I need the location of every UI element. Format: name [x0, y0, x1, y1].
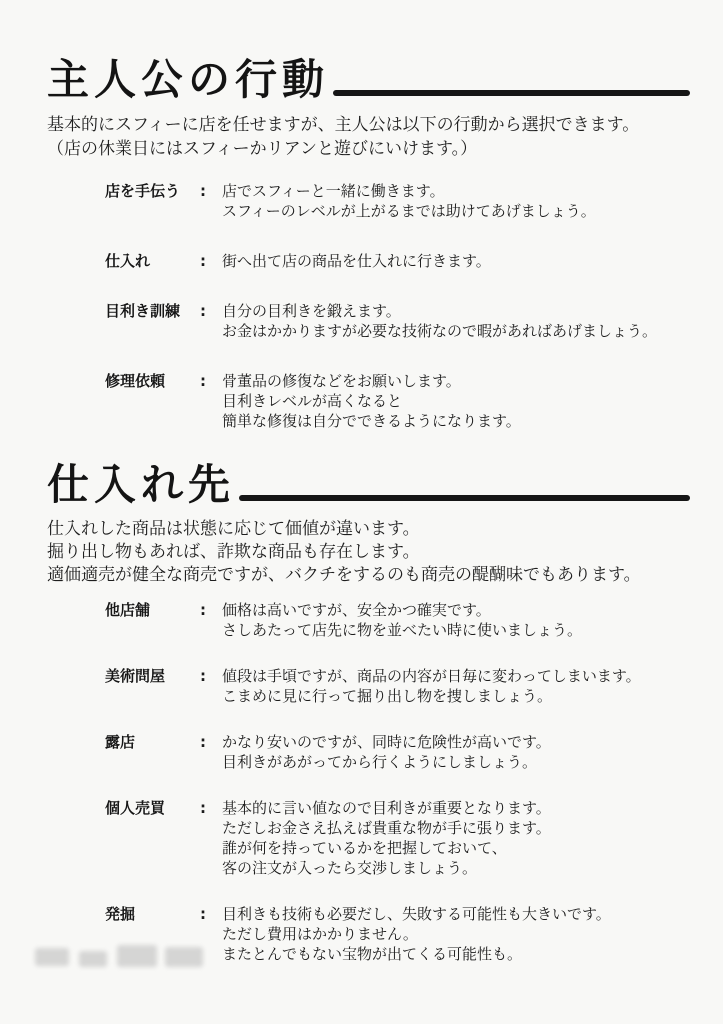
intro-line: 仕入れした商品は状態に応じて価値が違います。 — [47, 519, 420, 539]
desc-line: 骨董品の修復などをお願いします。 — [222, 372, 461, 390]
term-description — [222, 301, 690, 341]
term-label: 発掘 — [105, 905, 136, 923]
colon-separator: : — [200, 733, 206, 751]
colon-separator: : — [200, 799, 206, 817]
desc-line: さしあたって店先に物を並べたい時に使いましょう。 — [222, 621, 583, 639]
desc-line: かなり安いのですが、同時に危険性が高いです。 — [222, 733, 551, 751]
desc-line: 簡単な修復は自分でできるようになります。 — [222, 412, 521, 430]
section-heading-row — [47, 461, 690, 509]
term-description — [222, 666, 690, 706]
list-item — [105, 251, 690, 271]
list-item — [105, 301, 690, 341]
desc-line: 目利きがあがってから行くようにしましょう。 — [222, 753, 538, 771]
list-item — [105, 666, 690, 706]
section-title: 主人公の行動 — [47, 55, 330, 104]
intro-line: 基本的にスフィーに店を任せますが、主人公は以下の行動から選択できます。 — [47, 115, 640, 135]
colon-separator: : — [200, 302, 206, 320]
heading-rule — [239, 495, 690, 501]
list-item — [105, 181, 690, 221]
term-description — [222, 798, 690, 878]
desc-line: 基本的に言い値なので目利きが重要となります。 — [222, 799, 551, 817]
term-description — [222, 181, 690, 221]
term-label: 修理依頼 — [105, 372, 166, 390]
colon-separator: : — [200, 252, 206, 270]
section-heading-row — [47, 56, 690, 104]
colon-separator: : — [200, 372, 206, 390]
supplier-list — [47, 600, 690, 964]
desc-line: またとんでもない宝物が出てくる可能性も。 — [222, 945, 523, 963]
desc-line: 誰が何を持っているかを把握しておいて、 — [222, 839, 507, 857]
term-label: 他店舗 — [105, 601, 151, 619]
desc-line: 自分の目利きを鍛えます。 — [222, 302, 401, 320]
action-list — [47, 181, 690, 431]
term-description — [222, 251, 690, 271]
term-label: 個人売買 — [105, 799, 166, 817]
section-title: 仕入れ先 — [47, 460, 236, 509]
colon-separator: : — [200, 601, 206, 619]
desc-line: 目利きレベルが高くなると — [222, 392, 403, 410]
term-description — [222, 732, 690, 772]
intro-line: 掘り出し物もあれば、詐欺な商品も存在します。 — [47, 542, 420, 562]
desc-line: 店でスフィーと一緒に働きます。 — [222, 182, 445, 200]
list-item — [105, 600, 690, 640]
section-hero-actions — [47, 56, 690, 431]
colon-separator: : — [200, 905, 206, 923]
desc-line: スフィーのレベルが上がるまでは助けてあげましょう。 — [222, 202, 596, 220]
term-label: 店を手伝う — [105, 182, 181, 200]
term-label: 露店 — [105, 733, 136, 751]
list-item — [105, 798, 690, 878]
term-label: 目利き訓練 — [105, 302, 181, 320]
section-intro — [47, 518, 690, 587]
desc-line: 目利きも技術も必要だし、失敗する可能性も大きいです。 — [222, 905, 611, 923]
desc-line: 価格は高いですが、安全かつ確実です。 — [222, 601, 491, 619]
desc-line: ただしお金さえ払えば貴重な物が手に張ります。 — [222, 819, 551, 837]
list-item — [105, 732, 690, 772]
colon-separator: : — [200, 667, 206, 685]
intro-line: 適価適売が健全な商売ですが、バクチをするのも商売の醍醐味でもあります。 — [47, 565, 641, 585]
desc-line: お金はかかりますが必要な技術なので暇があればあげましょう。 — [222, 322, 658, 340]
term-label: 美術問屋 — [105, 667, 166, 685]
term-label: 仕入れ — [105, 252, 151, 270]
section-intro — [47, 113, 690, 161]
list-item — [105, 904, 690, 964]
desc-line: 客の注文が入ったら交渉しましょう。 — [222, 859, 478, 877]
section-suppliers — [47, 461, 690, 964]
term-description — [222, 904, 690, 964]
term-description — [222, 371, 690, 431]
desc-line: 値段は手頃ですが、商品の内容が日毎に変わってしまいます。 — [222, 667, 641, 685]
term-description — [222, 600, 690, 640]
desc-line: ただし費用はかかりません。 — [222, 925, 418, 943]
list-item — [105, 371, 690, 431]
colon-separator: : — [200, 182, 206, 200]
desc-line: こまめに見に行って掘り出し物を捜しましょう。 — [222, 687, 553, 705]
intro-line: （店の休業日にはスフィーかリアンと遊びにいけます。） — [47, 139, 478, 159]
desc-line: 街へ出て店の商品を仕入れに行きます。 — [222, 252, 491, 270]
heading-rule — [333, 90, 690, 96]
